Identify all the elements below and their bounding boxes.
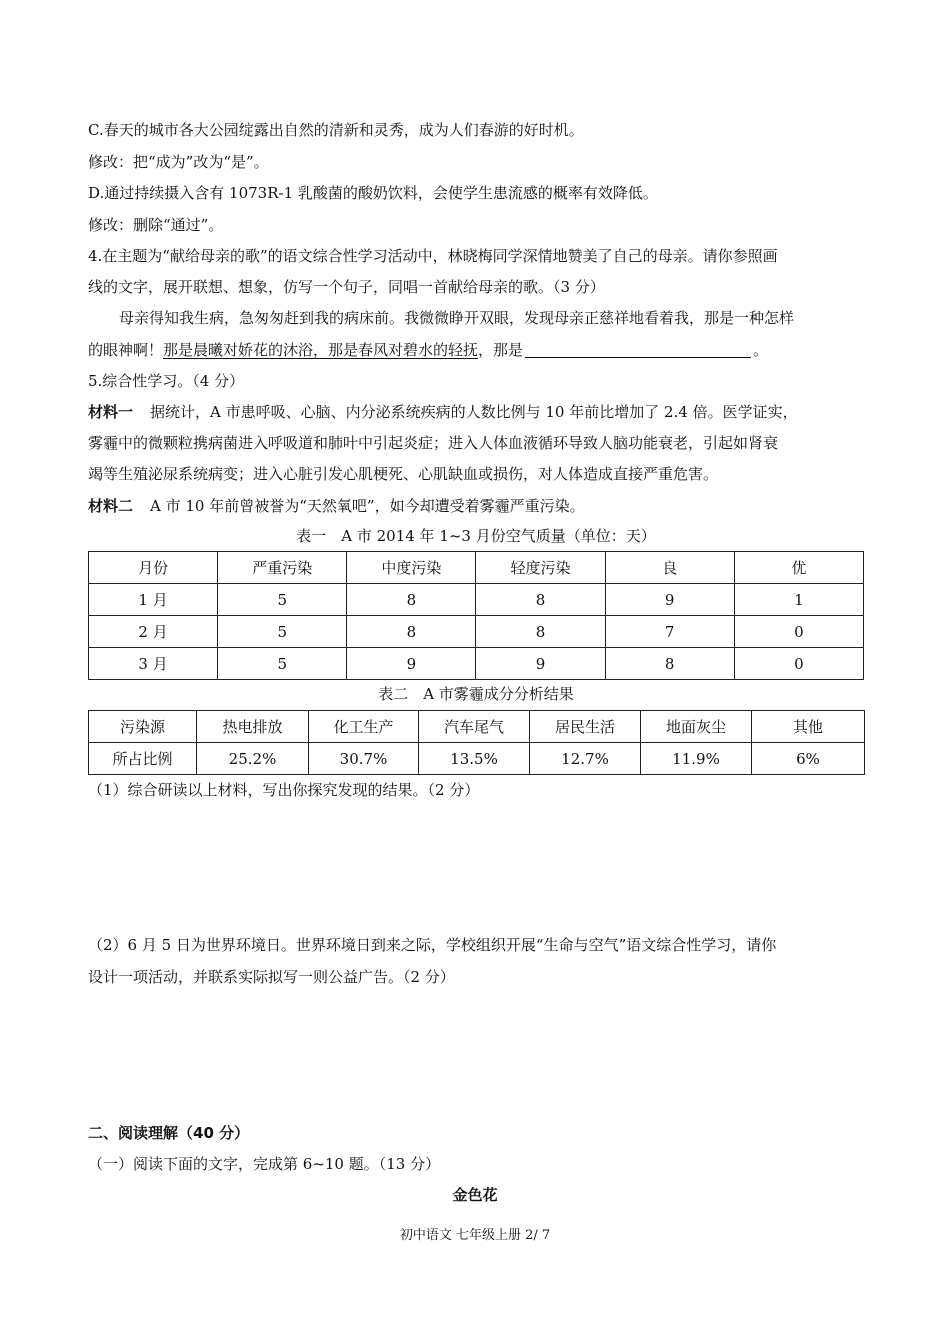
- material1-line2: 雾霾中的微颗粒携病菌进入呼吸道和肺叶中引起炎症；进入人体血液循环导致人脑功能衰老，引起如肾衰: [88, 434, 779, 452]
- table-header-cell: 汽车尾气: [419, 711, 530, 743]
- q5-sub1-answer-area[interactable]: [88, 805, 864, 955]
- option-d-fix: 修改：删除“通过”。: [88, 216, 224, 234]
- table-cell: 8: [476, 616, 605, 648]
- q5-title: 5.综合性学习。（4 分）: [88, 372, 245, 390]
- air-quality-table: [88, 551, 864, 680]
- table-cell: 11.9%: [641, 743, 752, 775]
- material1-text: 据统计，A 市患呼吸、心脑、内分泌系统疾病的人数比例与 10 年前比增加了 2.4 倍。医学证实，: [150, 403, 798, 421]
- section2-part1: （一）阅读下面的文字，完成第 6~10 题。（13 分）: [88, 1155, 441, 1173]
- q4-prompt-line1: 4.在主题为“献给母亲的歌”的语文综合性学习活动中，林晓梅同学深情地赞美了自己的母亲。请你参照画: [88, 247, 778, 265]
- table-header-cell: 热电排放: [197, 711, 309, 743]
- table-header-cell: 月份: [89, 552, 218, 584]
- option-c-text: C.春天的城市各大公园绽露出自然的清新和灵秀，成为人们春游的好时机。: [88, 121, 584, 139]
- table-cell: 3 月: [89, 648, 218, 680]
- table-cell: 9: [605, 584, 734, 616]
- table-cell: 0: [734, 616, 863, 648]
- table-header-row: [89, 711, 865, 743]
- table-header-cell: 地面灰尘: [641, 711, 752, 743]
- table-row: [89, 584, 864, 616]
- q4-passage-end: 。: [753, 341, 769, 359]
- table-cell: 25.2%: [197, 743, 309, 775]
- q5-sub2-line1: （2）6 月 5 日为世界环境日。世界环境日到来之际，学校组织开展“生命与空气”语文综合性学习，请你: [88, 936, 777, 954]
- table-header-cell: 其他: [752, 711, 865, 743]
- material1-label: 材料一: [88, 403, 134, 421]
- q4-passage-after: ，那是: [478, 341, 524, 359]
- table-header-cell: 污染源: [89, 711, 197, 743]
- table-cell: 1 月: [89, 584, 218, 616]
- material1-line3: 竭等生殖泌尿系统病变；进入心脏引发心肌梗死、心肌缺血或损伤，对人体造成直接严重危害。: [88, 465, 719, 483]
- material2-label: 材料二: [88, 497, 134, 515]
- section2-heading: 二、阅读理解（40 分）: [88, 1124, 250, 1142]
- table-cell: 5: [218, 616, 347, 648]
- q4-passage-line1: 母亲得知我生病，急匆匆赶到我的病床前。我微微睁开双眼，发现母亲正慈祥地看着我，那是一种怎样: [119, 309, 795, 327]
- table-cell: 5: [218, 584, 347, 616]
- table-cell: 8: [347, 584, 476, 616]
- q4-passage-start: 的眼神啊！: [88, 341, 164, 359]
- table-row: [89, 743, 865, 775]
- smog-composition-table: [88, 710, 865, 775]
- table-cell: 13.5%: [419, 743, 530, 775]
- option-c-fix: 修改：把“成为”改为“是”。: [88, 153, 269, 171]
- table-header-cell: 优: [734, 552, 863, 584]
- table-cell: 9: [347, 648, 476, 680]
- table-cell: 0: [734, 648, 863, 680]
- material1-line1: [88, 401, 864, 423]
- q5-sub2-line2: 设计一项活动，并联系实际拟写一则公益广告。（2 分）: [88, 968, 455, 986]
- table-cell: 12.7%: [530, 743, 641, 775]
- q5-sub2-answer-area[interactable]: [88, 992, 864, 1112]
- table-header-cell: 化工生产: [309, 711, 419, 743]
- table-cell: 8: [605, 648, 734, 680]
- table-cell: 5: [218, 648, 347, 680]
- table-header-cell: 良: [605, 552, 734, 584]
- table-cell: 6%: [752, 743, 865, 775]
- table-row: [89, 648, 864, 680]
- material2-text: A 市 10 年前曾被誉为“天然氧吧”，如今却遭受着雾霾严重污染。: [150, 497, 585, 515]
- table1-caption: 表一 A 市 2014 年 1~3 月份空气质量（单位：天）: [296, 527, 656, 545]
- article-title: 金色花: [452, 1186, 498, 1204]
- table-header-cell: 中度污染: [347, 552, 476, 584]
- table2-caption: 表二 A 市雾霾成分分析结果: [378, 685, 574, 703]
- table-header-cell: 严重污染: [218, 552, 347, 584]
- material2-line: [88, 495, 864, 517]
- table-header-row: [89, 552, 864, 584]
- table-row: [89, 616, 864, 648]
- table-header-cell: 居民生活: [530, 711, 641, 743]
- q4-prompt-line2: 线的文字，展开联想、想象，仿写一个句子，同唱一首献给母亲的歌。（3 分）: [88, 278, 605, 296]
- page-footer: 初中语文 七年级上册 2/ 7: [399, 1228, 551, 1243]
- table-cell: 所占比例: [89, 743, 197, 775]
- table-cell: 8: [347, 616, 476, 648]
- table-cell: 9: [476, 648, 605, 680]
- table-cell: 8: [476, 584, 605, 616]
- table-cell: 7: [605, 616, 734, 648]
- table-cell: 30.7%: [309, 743, 419, 775]
- table-cell: 1: [734, 584, 863, 616]
- q5-sub1: （1）综合研读以上材料，写出你探究发现的结果。（2 分）: [88, 781, 480, 799]
- q4-underlined-sentence: 那是晨曦对娇花的沐浴，那是春风对碧水的轻抚: [163, 341, 479, 359]
- table-cell: 2 月: [89, 616, 218, 648]
- option-d-text: D.通过持续摄入含有 1073R-1 乳酸菌的酸奶饮料，会使学生患流感的概率有效降低。: [88, 184, 658, 202]
- q4-passage-line2: [88, 339, 864, 361]
- q4-answer-blank[interactable]: [525, 341, 751, 358]
- table-header-cell: 轻度污染: [476, 552, 605, 584]
